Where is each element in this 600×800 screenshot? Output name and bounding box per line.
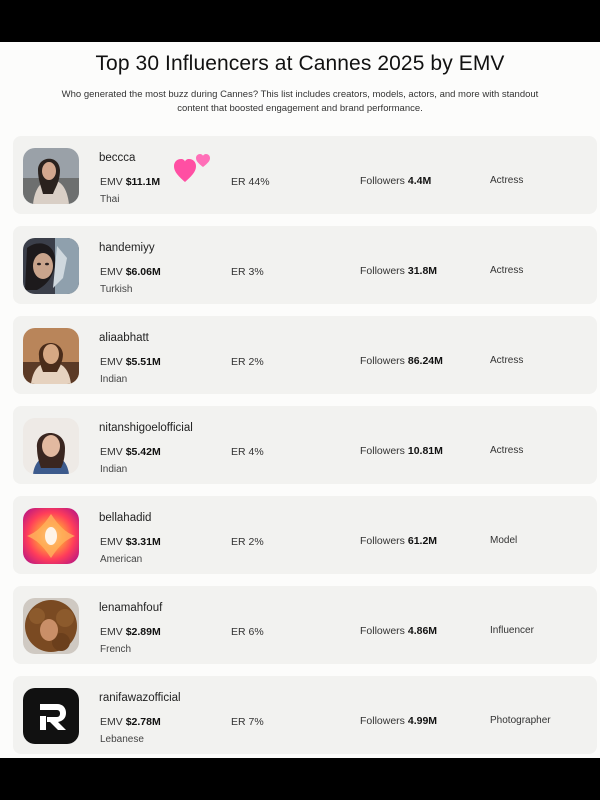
avatar[interactable] [23, 418, 79, 474]
pink-hearts-icon [173, 150, 213, 186]
nationality: Indian [100, 374, 128, 385]
influencer-name: handemiyy [99, 242, 155, 254]
influencer-name: lenamahfouf [99, 602, 163, 614]
followers-value: Followers 4.4M [360, 175, 432, 187]
avatar[interactable] [23, 508, 79, 564]
influencer-card[interactable] [13, 496, 597, 574]
influencer-name: beccca [99, 152, 136, 164]
page-title: Top 30 Influencers at Cannes 2025 by EMV [95, 52, 505, 75]
category: Actress [490, 445, 524, 456]
er-value: ER 2% [231, 536, 264, 548]
r-logo-icon [23, 688, 79, 744]
emv-value: EMV $6.06M [100, 266, 161, 278]
influencer-name: bellahadid [99, 512, 152, 524]
nationality: Indian [100, 464, 128, 475]
category: Influencer [490, 625, 534, 636]
followers-value: Followers 31.8M [360, 265, 438, 277]
influencer-card[interactable] [13, 316, 597, 394]
followers-value: Followers 4.99M [360, 715, 438, 727]
influencer-card[interactable] [13, 406, 597, 484]
portrait-photo-icon [23, 148, 79, 204]
er-value: ER 44% [231, 176, 270, 188]
followers-value: Followers 4.86M [360, 625, 438, 637]
followers-value: Followers 10.81M [360, 445, 443, 457]
emv-value: EMV $3.31M [100, 536, 161, 548]
influencer-card[interactable] [13, 136, 597, 214]
influencer-card[interactable] [13, 586, 597, 664]
avatar[interactable] [23, 688, 79, 744]
er-value: ER 7% [231, 716, 264, 728]
nationality: Turkish [100, 284, 133, 295]
nationality: Thai [100, 194, 120, 205]
influencer-name: nitanshigoelofficial [99, 422, 193, 434]
emv-value: EMV $5.51M [100, 356, 161, 368]
category: Photographer [490, 715, 551, 726]
avatar[interactable] [23, 148, 79, 204]
influencer-name: aliaabhatt [99, 332, 149, 344]
er-value: ER 2% [231, 356, 264, 368]
subtitle-line-2: content that boosted engagement and brand performance. [177, 103, 423, 114]
avatar[interactable] [23, 238, 79, 294]
avatar[interactable] [23, 598, 79, 654]
nationality: Lebanese [100, 734, 144, 745]
ranking-page [0, 42, 600, 758]
portrait-photo-icon [23, 418, 79, 474]
er-value: ER 6% [231, 626, 264, 638]
followers-value: Followers 86.24M [360, 355, 443, 367]
followers-value: Followers 61.2M [360, 535, 438, 547]
avatar[interactable] [23, 328, 79, 384]
category: Actress [490, 265, 524, 276]
nationality: French [100, 644, 132, 655]
influencer-card[interactable] [13, 226, 597, 304]
emv-value: EMV $2.89M [100, 626, 161, 638]
portrait-photo-icon [23, 328, 79, 384]
category: Actress [490, 175, 524, 186]
er-value: ER 3% [231, 266, 264, 278]
influencer-name: ranifawazofficial [99, 692, 181, 704]
portrait-photo-icon [23, 598, 79, 654]
emv-value: EMV $11.1M [100, 176, 161, 188]
er-value: ER 4% [231, 446, 264, 458]
emv-value: EMV $5.42M [100, 446, 161, 458]
category: Actress [490, 355, 524, 366]
category: Model [490, 535, 518, 546]
emv-value: EMV $2.78M [100, 716, 161, 728]
portrait-photo-icon [23, 238, 79, 294]
influencer-card[interactable] [13, 676, 597, 754]
nationality: American [100, 554, 143, 565]
abstract-orange-art-icon [23, 508, 79, 564]
page-subtitle [30, 88, 570, 116]
subtitle-line-1: Who generated the most buzz during Cannes? This list includes creators, models, actors, and more with standout [61, 89, 539, 100]
